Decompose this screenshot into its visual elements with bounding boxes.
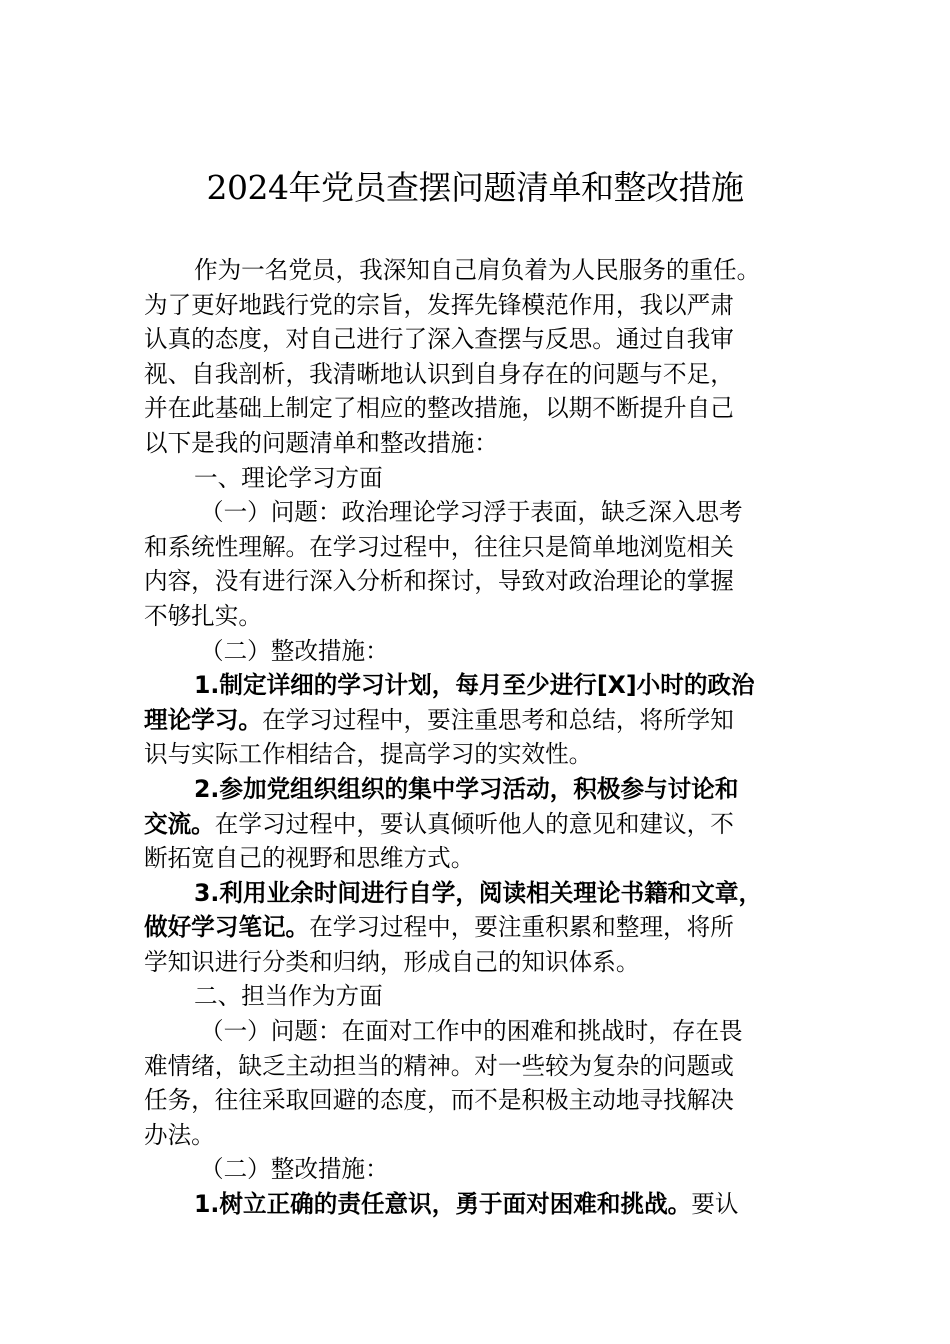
line-text: 在学习过程中，要认真倾听他人的意见和建议，不 <box>214 809 734 838</box>
bold-text: 做好学习笔记。 <box>144 913 310 942</box>
bold-text: 交流。 <box>144 809 215 838</box>
line-text: 在学习过程中，要注重思考和总结，将所学知 <box>261 705 734 734</box>
line-text: 作为一名党员，我深知自己肩负着为人民服务的重任。 <box>194 256 761 284</box>
line-text: 要认 <box>691 1190 739 1219</box>
paragraph-line <box>144 737 824 772</box>
line-text: 为了更好地践行党的宗旨，发挥先锋模范作用，我以严肃 <box>144 290 734 319</box>
paragraph-line <box>144 772 824 807</box>
paragraph-line <box>144 1049 824 1084</box>
paragraph-line <box>144 288 824 323</box>
paragraph-line <box>144 599 824 634</box>
line-text: 二、担当作为方面 <box>194 982 383 1011</box>
line-text: 以下是我的问题清单和整改措施： <box>144 428 498 457</box>
paragraph-line <box>144 461 824 496</box>
paragraph-line <box>144 979 824 1014</box>
line-text: 在学习过程中，要注重积累和整理，将所 <box>309 913 734 942</box>
line-text: （一）问题：在面对工作中的困难和挑战时，存在畏 <box>200 1017 743 1046</box>
line-text: 内容，没有进行深入分析和探讨，导致对政治理论的掌握 <box>144 567 734 596</box>
paragraph-line <box>144 876 824 911</box>
paragraph-line <box>144 807 824 842</box>
line-text: 办法。 <box>144 1120 215 1149</box>
paragraph-line <box>144 703 824 738</box>
paragraph-line <box>144 426 824 461</box>
bold-text: 1.树立正确的责任意识，勇于面对困难和挑战。 <box>194 1190 692 1219</box>
line-text: 一、理论学习方面 <box>194 463 383 492</box>
paragraph-line <box>144 634 824 669</box>
line-text: （二）整改措施： <box>200 636 389 665</box>
paragraph-line <box>144 253 824 288</box>
line-text: 断拓宽自己的视野和思维方式。 <box>144 844 475 873</box>
paragraph-line <box>144 495 824 530</box>
line-text: 难情绪，缺乏主动担当的精神。对一些较为复杂的问题或 <box>144 1051 734 1080</box>
document-body <box>144 253 824 1222</box>
paragraph-line <box>144 1152 824 1187</box>
paragraph-line <box>144 1118 824 1153</box>
paragraph-line <box>144 391 824 426</box>
line-text: 识与实际工作相结合，提高学习的实效性。 <box>144 740 593 769</box>
paragraph-line <box>144 1014 824 1049</box>
bold-text: 1.制定详细的学习计划，每月至少进行[X]小时的政治 <box>194 671 755 700</box>
line-text: （二）整改措施： <box>200 1155 389 1184</box>
paragraph-line <box>144 841 824 876</box>
paragraph-line <box>144 322 824 357</box>
document-title <box>0 164 950 212</box>
line-text: 不够扎实。 <box>144 601 262 630</box>
title-year: 2024 <box>206 168 289 207</box>
bold-text: 理论学习。 <box>144 705 262 734</box>
bold-text: 2.参加党组织组织的集中学习活动，积极参与讨论和 <box>194 774 739 803</box>
line-text: 任务，往往采取回避的态度，而不是积极主动地寻找解决 <box>144 1086 734 1115</box>
line-text: 和系统性理解。在学习过程中，往往只是简单地浏览相关 <box>144 532 734 561</box>
line-text: 视、自我剖析，我清晰地认识到自身存在的问题与不足， <box>144 359 734 388</box>
paragraph-line <box>144 1083 824 1118</box>
paragraph-line <box>144 668 824 703</box>
line-text: （一）问题：政治理论学习浮于表面，缺乏深入思考 <box>200 498 743 527</box>
title-text: 年党员查摆问题清单和整改措施 <box>288 168 744 207</box>
paragraph-line <box>144 945 824 980</box>
paragraph-line <box>144 564 824 599</box>
bold-text: 3.利用业余时间进行自学，阅读相关理论书籍和文章， <box>194 878 763 907</box>
paragraph-line <box>144 530 824 565</box>
paragraph-line <box>144 357 824 392</box>
line-text: 学知识进行分类和归纳，形成自己的知识体系。 <box>144 947 640 976</box>
paragraph-line <box>144 910 824 945</box>
line-text: 并在此基础上制定了相应的整改措施，以期不断提升自己 <box>144 394 734 423</box>
line-text: 认真的态度，对自己进行了深入查摆与反思。通过自我审 <box>144 325 734 354</box>
paragraph-line <box>144 1187 824 1222</box>
